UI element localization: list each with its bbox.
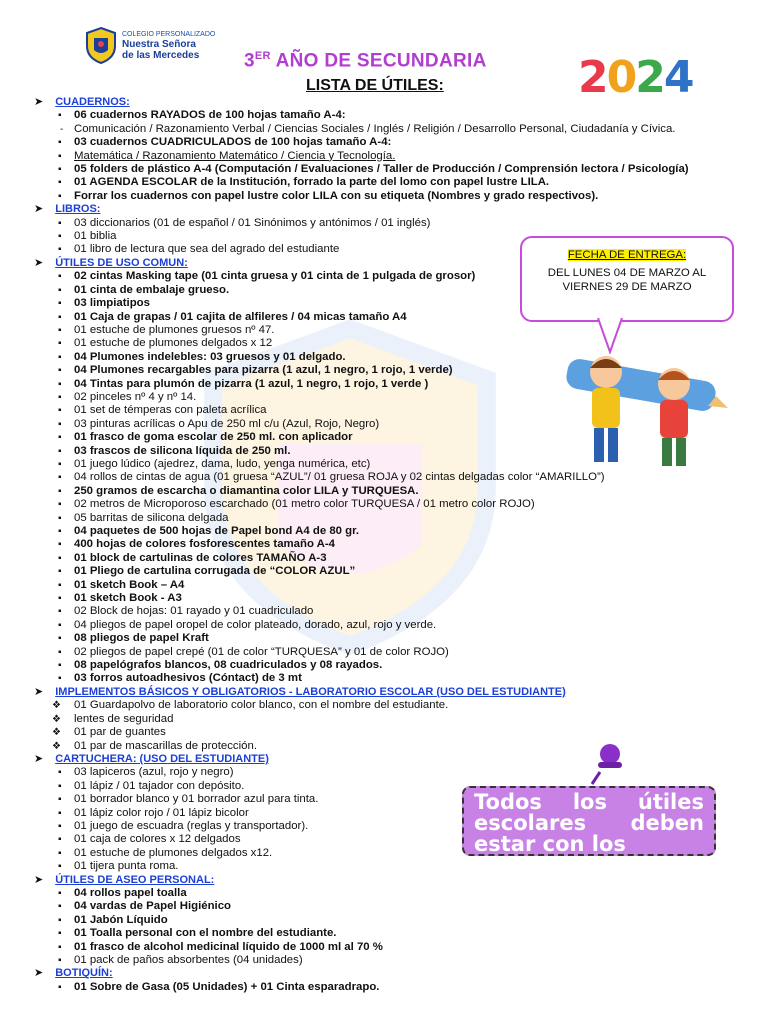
- list-item: ▪ 01 Pliego de cartulina corrugada de “COLOR AZUL”: [34, 565, 754, 578]
- section-title: CARTUCHERA: (USO DEL ESTUDIANTE): [55, 752, 269, 765]
- list-item: ❖ 01 par de guantes: [34, 726, 754, 739]
- list-item: ▪ 01 Jabón Líquido: [34, 914, 754, 927]
- list-item: ▪ 04 rollos papel toalla: [34, 887, 754, 900]
- list-item: ▪ 06 cuadernos RAYADOS de 100 hojas tamaño A-4:: [34, 109, 754, 122]
- list-item: ▪ 01 estuche de plumones gruesos nº 47.: [34, 324, 754, 337]
- list-item: ▪ 02 Block de hojas: 01 rayado y 01 cuadriculado: [34, 605, 754, 618]
- list-item: ▪ 01 cinta de embalaje grueso.: [34, 284, 754, 297]
- list-item: ▪ 01 Sobre de Gasa (05 Unidades) + 01 Cinta esparadrapo.: [34, 981, 754, 994]
- list-item: ▪ Forrar los cuadernos con papel lustre color LILA con su etiqueta (Nombres y grado respectivos).: [34, 190, 754, 203]
- list-item: ▪ 05 folders de plástico A-4 (Computación / Evaluaciones / Taller de Producción / Comprensión lectora / Psicología): [34, 163, 754, 176]
- list-item: ▪ 01 set de témperas con paleta acrílica: [34, 404, 754, 417]
- item-list: [34, 270, 754, 686]
- section-heading: [34, 686, 754, 699]
- list-item: ▪ 03 lapiceros (azul, rojo y negro): [34, 766, 754, 779]
- list-item: ▪ 03 frascos de silicona líquida de 250 ml.: [34, 445, 754, 458]
- section-title: BOTIQUÍN:: [55, 967, 113, 980]
- list-item: ▪ 05 barritas de silicona delgada: [34, 512, 754, 525]
- list-item: ▪ 01 block de cartulinas de colores TAMAÑO A-3: [34, 552, 754, 565]
- section-heading: [34, 96, 754, 109]
- list-item: ▪ 01 sketch Book – A4: [34, 579, 754, 592]
- arrow-bullet-icon: ➤: [34, 873, 44, 886]
- arrow-bullet-icon: ➤: [34, 752, 44, 765]
- list-item: ▪ Matemática / Razonamiento Matemático / Ciencia y Tecnología.: [34, 150, 754, 163]
- section-heading: [34, 967, 754, 980]
- list-item: ▪ 03 cuadernos CUADRICULADOS de 100 hojas tamaño A-4:: [34, 136, 754, 149]
- list-item: ▪ 01 Caja de grapas / 01 cajita de alfileres / 04 micas tamaño A4: [34, 311, 754, 324]
- list-item: - Comunicación / Razonamiento Verbal / Ciencias Sociales / Inglés / Religión / Desarrollo Personal, Ciudadanía y Cívica.: [34, 123, 754, 136]
- shield-logo-icon: [84, 26, 118, 64]
- arrow-bullet-icon: ➤: [34, 203, 44, 216]
- list-item: ▪ 01 AGENDA ESCOLAR de la Institución, forrado la parte del lomo con papel lustre LILA.: [34, 176, 754, 189]
- list-item: ▪ 01 borrador blanco y 01 borrador azul para tinta.: [34, 793, 754, 806]
- delivery-date-bubble: [520, 236, 734, 322]
- school-logo: [84, 26, 215, 64]
- logo-small-text: COLEGIO PERSONALIZADO: [122, 30, 216, 38]
- arrow-bullet-icon: ➤: [34, 967, 44, 980]
- list-item: ▪ 01 estuche de plumones delgados x12.: [34, 847, 754, 860]
- item-list: [34, 109, 754, 203]
- item-list: [34, 981, 754, 994]
- list-item: ▪ 01 frasco de alcohol medicinal líquido de 1000 ml al 70 %: [34, 941, 754, 954]
- list-item: ▪ 04 rollos de cintas de agua (01 gruesa “AZUL”/ 01 gruesa ROJA y 02 cintas delgadas color “AMARILLO”): [34, 471, 754, 484]
- list-item: ▪ 04 paquetes de 500 hojas de Papel bond A4 de 80 gr.: [34, 525, 754, 538]
- section-title: CUADERNOS:: [55, 96, 130, 108]
- list-item: ▪ 03 limpiatipos: [34, 297, 754, 310]
- page-title: 3ER AÑO DE SECUNDARIA: [244, 50, 487, 72]
- list-item: ▪ 03 pinturas acrílicas o Apu de 250 ml c/u (Azul, Rojo, Negro): [34, 418, 754, 431]
- list-item: ▪ 08 pliegos de papel Kraft: [34, 632, 754, 645]
- reminder-note: Todos los útiles escolares deben estar con los: [462, 786, 716, 856]
- list-item: ▪ 250 gramos de escarcha o diamantina color LILA y TURQUESA.: [34, 485, 754, 498]
- item-list: [34, 887, 754, 967]
- list-item: ▪ 01 tijera punta roma.: [34, 860, 754, 873]
- list-item: ▪ 03 forros autoadhesivos (Cóntact) de 3 mt: [34, 672, 754, 685]
- list-item: ▪ 04 Tintas para plumón de pizarra (1 azul, 1 negro, 1 rojo, 1 verde ): [34, 378, 754, 391]
- bubble-tail-icon: [596, 318, 626, 354]
- list-item: ▪ 01 lápiz / 01 tajador con depósito.: [34, 780, 754, 793]
- list-item: ▪ 400 hojas de colores fosforescentes tamaño A-4: [34, 538, 754, 551]
- arrow-bullet-icon: ➤: [34, 685, 44, 698]
- list-item: ▪ 04 vardas de Papel Higiénico: [34, 900, 754, 913]
- list-item: ▪ 01 pack de paños absorbentes (04 unidades): [34, 954, 754, 967]
- list-item: ▪ 04 pliegos de papel oropel de color plateado, dorado, azul, rojo y verde.: [34, 619, 754, 632]
- list-item: ▪ 02 cintas Masking tape (01 cinta gruesa y 01 cinta de 1 pulgada de grosor): [34, 270, 754, 283]
- push-pin-icon: [590, 742, 630, 786]
- list-item: ▪ 02 metros de Microporoso escarchado (01 metro color TURQUESA / 01 metro color ROJO): [34, 498, 754, 511]
- list-item: ▪ 01 frasco de goma escolar de 250 ml. con aplicador: [34, 431, 754, 444]
- item-list: [34, 699, 754, 753]
- list-item: ▪ 01 lápiz color rojo / 01 lápiz bicolor: [34, 807, 754, 820]
- section-title: ÚTILES DE ASEO PERSONAL:: [55, 873, 215, 886]
- list-item: ▪ 04 Plumones recargables para pizarra (1 azul, 1 negro, 1 rojo, 1 verde): [34, 364, 754, 377]
- arrow-bullet-icon: ➤: [34, 96, 44, 108]
- list-item: ▪ 01 caja de colores x 12 delgados: [34, 833, 754, 846]
- list-item: ▪ 02 pliegos de papel crepé (01 de color “TURQUESA” y 01 de color ROJO): [34, 646, 754, 659]
- list-title: LISTA DE ÚTILES:: [306, 77, 444, 94]
- list-item: ▪ 01 biblia: [34, 230, 754, 243]
- section-title: IMPLEMENTOS BÁSICOS Y OBLIGATORIOS - LABORATORIO ESCOLAR (USO DEL ESTUDIANTE): [55, 685, 566, 698]
- list-item: ▪ 01 juego de escuadra (reglas y transportador).: [34, 820, 754, 833]
- section-heading: [34, 753, 754, 766]
- section-heading: [34, 874, 754, 887]
- list-item: ▪ 03 diccionarios (01 de español / 01 Sinónimos y antónimos / 01 inglés): [34, 217, 754, 230]
- list-item: ▪ 02 pinceles nº 4 y nº 14.: [34, 391, 754, 404]
- delivery-label: FECHA DE ENTREGA:: [567, 249, 687, 261]
- logo-name-line2: de las Mercedes: [122, 49, 200, 61]
- list-item: ▪ 01 Toalla personal con el nombre del estudiante.: [34, 927, 754, 940]
- list-item: ▪ 01 libro de lectura que sea del agrado del estudiante: [34, 243, 754, 256]
- list-item: ❖ lentes de seguridad: [34, 713, 754, 726]
- section-title: LIBROS:: [55, 203, 101, 216]
- kids-pencil-illustration-icon: [556, 350, 728, 470]
- year-graphic: 2024: [578, 52, 693, 103]
- section-title: ÚTILES DE USO COMUN:: [55, 256, 188, 269]
- list-item: ❖ 01 Guardapolvo de laboratorio color blanco, con el nombre del estudiante.: [34, 699, 754, 712]
- delivery-dates: DEL LUNES 04 DE MARZO AL VIERNES 29 DE MARZO: [547, 267, 707, 293]
- logo-text: [122, 30, 215, 61]
- section-heading: [34, 203, 754, 216]
- list-item: ▪ 01 sketch Book - A3: [34, 592, 754, 605]
- list-item: ▪ 01 estuche de plumones delgados x 12: [34, 337, 754, 350]
- list-item: ❖ 01 par de mascarillas de protección.: [34, 740, 754, 753]
- list-item: ▪ 01 juego lúdico (ajedrez, dama, ludo, yenga numérica, etc): [34, 458, 754, 471]
- list-item: ▪ 08 papelógrafos blancos, 08 cuadriculados y 08 rayados.: [34, 659, 754, 672]
- logo-name-line1: Nuestra Señora: [122, 38, 196, 50]
- supply-list: [34, 96, 754, 994]
- arrow-bullet-icon: ➤: [34, 256, 44, 269]
- list-item: ▪ 04 Plumones indelebles: 03 gruesos y 01 delgado.: [34, 351, 754, 364]
